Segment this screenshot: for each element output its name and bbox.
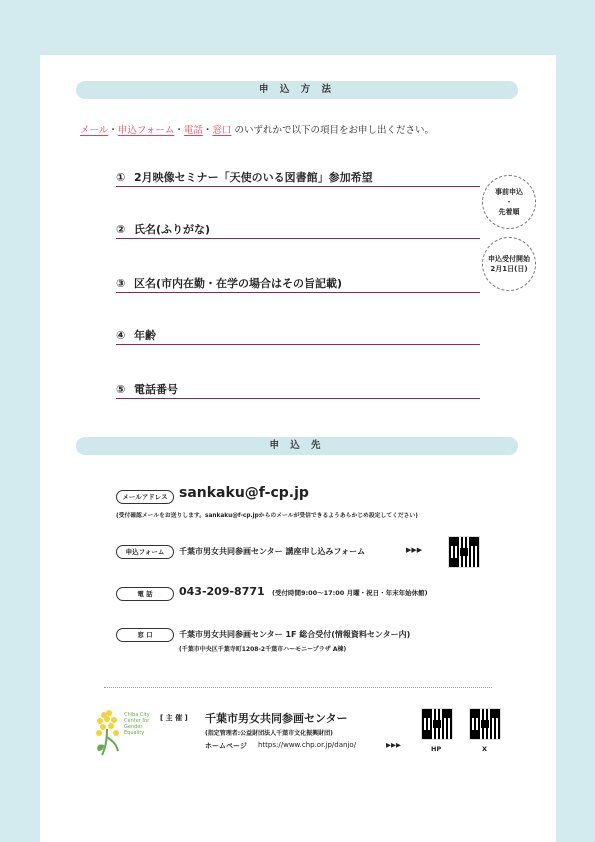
homepage-arrow-icon: ▶▶▶ (386, 741, 401, 749)
homepage-label: ホームページ (205, 742, 247, 750)
separator: ・ (174, 125, 184, 136)
window-text: 千葉市男女共同参画センター 1F 総合受付(情報資料センター内) (179, 630, 411, 639)
item-text: 2月映像セミナー「天使のいる図書館」参加希望 (134, 171, 373, 184)
email-address[interactable]: sankaku@f-cp.jp (179, 485, 309, 501)
tel-note: (受付時間9:00～17:00 月曜・祝日・年末年始休館) (272, 589, 428, 597)
method-window: 窓口 (212, 125, 232, 136)
flyer-sheet (40, 55, 556, 842)
hp-qr-code[interactable] (422, 709, 452, 739)
badge-line: 先着順 (498, 208, 520, 216)
form-arrow-icon: ▶▶▶ (406, 546, 423, 554)
method-email: メール (80, 125, 109, 136)
tel-label: 電 話 (116, 587, 174, 601)
method-form: 申込フォーム (117, 125, 175, 136)
item-text: 区名(市内在勤・在学の場合はその旨記載) (134, 277, 343, 290)
item-number: ② (116, 223, 126, 236)
x-qr-label: X (482, 745, 488, 753)
badge-line: ・ (505, 198, 513, 206)
list-item (116, 221, 480, 239)
window-label: 窓 口 (116, 628, 174, 642)
section-title-application-method: 申 込 方 法 (76, 81, 518, 99)
badge-start-date (482, 237, 536, 291)
list-item (116, 169, 480, 187)
x-qr-code[interactable] (470, 709, 500, 739)
email-note: (受付確認メールをお送りします。sankaku@f-cp.jpからのメールが受信できるようあらかじめ設定してください) (116, 513, 418, 519)
item-text: 氏名(ふりがな) (134, 223, 211, 236)
intro-rest: のいずれかで以下の項目をお申し出ください。 (231, 125, 434, 136)
item-text: 年齢 (134, 329, 156, 342)
item-number: ⑤ (116, 383, 126, 396)
badge-reservation (482, 175, 536, 229)
form-link[interactable]: 千葉市男女共同参画センター 講座申し込みフォーム (179, 547, 366, 556)
form-qr-code[interactable] (449, 537, 479, 567)
hp-qr-label: HP (431, 745, 442, 753)
method-phone: 電話 (183, 125, 203, 136)
divider (104, 687, 492, 688)
badge-line: 事前申込 (495, 188, 523, 196)
tel-number[interactable]: 043-209-8771 (179, 585, 265, 598)
homepage-url[interactable]: https://www.chp.or.jp/danjo/ (258, 741, 357, 749)
badge-line: 申込受付開始 (488, 255, 530, 263)
list-item (116, 381, 480, 399)
organizer-name: 千葉市男女共同参画センター (205, 712, 348, 725)
separator: ・ (108, 125, 118, 136)
item-number: ④ (116, 329, 126, 342)
manager-note: (指定管理者:公益財団法人千葉市文化振興財団) (205, 730, 333, 737)
intro-text (80, 122, 516, 136)
form-label: 申込フォーム (116, 545, 174, 559)
separator: ・ (202, 125, 213, 136)
item-number: ③ (116, 277, 126, 290)
email-label: メールアドレス (116, 490, 174, 504)
item-number: ① (116, 171, 126, 184)
item-text: 電話番号 (134, 383, 178, 396)
organizer-label: [ 主 催 ] (160, 714, 188, 722)
window-note: (千葉市中央区千葉寺町1208-2千葉市ハーモニープラザ A棟) (179, 646, 347, 653)
list-item (116, 275, 480, 293)
badge-line: 2月1日(日) (490, 265, 528, 273)
logo-caption: Chiba City Center for Gender Equality (124, 712, 150, 736)
list-item (116, 327, 480, 345)
section-title-apply-to: 申 込 先 (76, 437, 518, 455)
